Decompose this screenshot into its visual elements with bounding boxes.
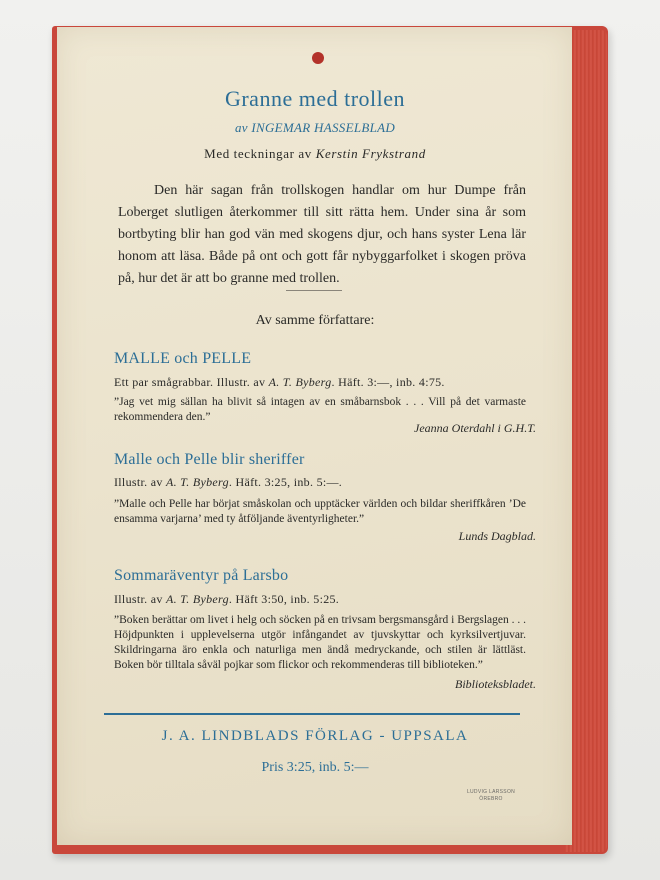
- book-2-quote: ”Malle och Pelle har börjat småskolan och upptäcker världen och bildar sheriffkåren ’De ensamma varjarna’ med ty åtföljande äventyrligheter.”: [114, 498, 526, 525]
- publisher-line: J. A. LINDBLADS FÖRLAG - UPPSALA: [161, 728, 469, 744]
- book-1-illustrator: A. T. Byberg: [268, 375, 332, 389]
- printer-stamp: [456, 789, 526, 803]
- book-3-illustrator: A. T. Byberg: [165, 592, 229, 606]
- book-2-illustrator: A. T. Byberg: [165, 475, 229, 489]
- book-3-info: [114, 592, 339, 607]
- book-1-info-prefix: Ett par smågrabbar. Illustr. av: [114, 375, 266, 389]
- book-3-title: Sommaräventyr på Larsbo: [114, 567, 289, 584]
- illustrator-prefix: Med teckningar av: [204, 146, 312, 161]
- price-line: Pris 3:25, inb. 5:—: [261, 760, 369, 775]
- also-by-heading: Av samme författare:: [255, 313, 375, 328]
- book-3-quote: ”Boken berättar om livet i helg och söcken på en trivsam bergsmansgård i Bergslagen . . . Höjdpunkten i upplevelserna utgör infångandet av tjuvskyttar och kyrksilvertjuvar. Skildringarna äro enkla och naturliga men ändå medryckande, och stilen är lättläst. Boken bör tilltala såväl pojkar som flickor och rekommenderas till biblioteken.”: [114, 614, 526, 671]
- printer-name: LUDVIG LARSSON: [466, 789, 516, 795]
- book-1-attribution: Jeanna Oterdahl i G.H.T.: [414, 421, 536, 435]
- divider-short: [286, 290, 342, 291]
- illustrator-name: Kerstin Frykstrand: [315, 146, 426, 161]
- book-3-attribution: Biblioteksbladet.: [455, 677, 536, 691]
- blurb-paragraph: Den här sagan från trollskogen handlar om hur Dumpe från Loberget slutligen återkommer till sitt rätta hem. Under sina år som bortbyting blir han god vän med skogens djur, och hans syster Lena lär honom att läsa. Både på ont och gott får nybyggarfolket i skogen pröva på, hur det är att bo granne med trollen.: [118, 183, 526, 286]
- illustrator-line: [0, 146, 630, 162]
- divider-long: [104, 713, 520, 715]
- book-title: Granne med trollen: [224, 86, 406, 111]
- book-1-info-suffix: . Häft. 3:—, inb. 4:75.: [331, 375, 445, 389]
- book-1-quote: ”Jag vet mig sällan ha blivit så intagen av en småbarnsbok . . . Vill på det varmaste rekommendera den.”: [114, 396, 526, 423]
- book-2-info: [114, 475, 342, 490]
- book-2-info-suffix: . Häft. 3:25, inb. 5:—.: [228, 475, 343, 489]
- book-2-info-prefix: Illustr. av: [114, 475, 163, 489]
- book-3-info-prefix: Illustr. av: [114, 592, 163, 606]
- book-1-title: MALLE och PELLE: [114, 350, 252, 367]
- book-2-title: Malle och Pelle blir sheriffer: [114, 451, 305, 468]
- book-1-info: [114, 375, 445, 390]
- author-byline: av INGEMAR HASSELBLAD: [234, 120, 396, 135]
- printer-city: ÖREBRO: [479, 796, 503, 802]
- worn-spot: [312, 52, 324, 64]
- book-3-info-suffix: . Häft 3:50, inb. 5:25.: [228, 592, 340, 606]
- book-2-attribution: Lunds Dagblad.: [458, 529, 536, 543]
